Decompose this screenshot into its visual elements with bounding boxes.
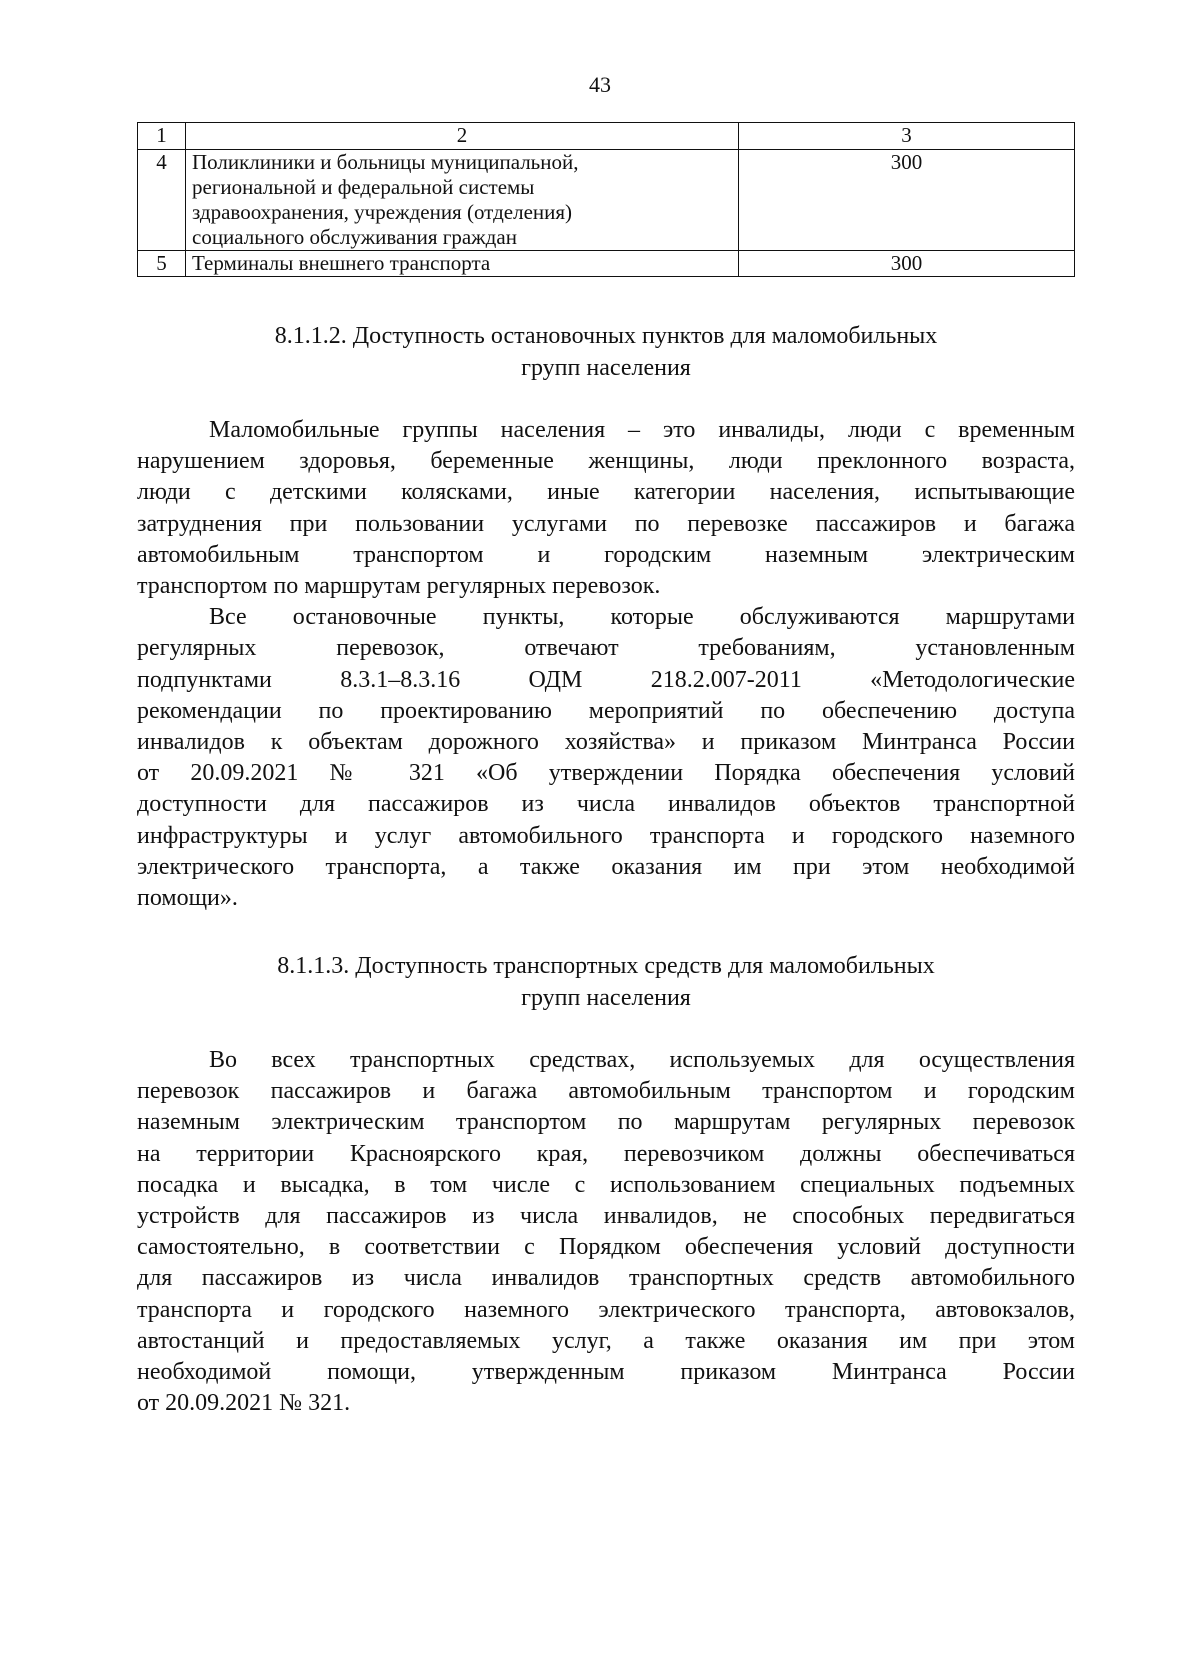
paragraph-line: автомобильным транспортом и городским наземным электрическим [137, 541, 1075, 568]
paragraph-line: перевозок пассажиров и багажа автомобильным транспортом и городским [137, 1078, 1075, 1105]
row-number: 4 [138, 150, 186, 251]
paragraph-line: электрического транспорта, а также оказания им при этом необходимой [137, 853, 1075, 880]
table-header-cell: 2 [186, 123, 739, 150]
paragraph-line: рекомендации по проектированию мероприятий по обеспечению доступа [137, 697, 1075, 724]
paragraph-line: от 20.09.2021 № 321. [137, 1390, 351, 1417]
paragraph-line: Все остановочные пункты, которые обслуживаются маршрутами [209, 604, 1075, 631]
paragraph-line: устройств для пассажиров из числа инвалидов, не способных передвигаться [137, 1203, 1075, 1230]
distance-table [137, 122, 1075, 277]
paragraph-line: инфраструктуры и услуг автомобильного транспорта и городского наземного [137, 822, 1075, 849]
paragraph-line: самостоятельно, в соответствии с Порядком обеспечения условий доступности [137, 1234, 1075, 1261]
row-description-line: социального обслуживания граждан [192, 225, 517, 249]
paragraph-line: наземным электрическим транспортом по маршрутам регулярных перевозок [137, 1109, 1075, 1136]
paragraph-line: для пассажиров из числа инвалидов транспортных средств автомобильного [137, 1265, 1075, 1292]
row-description-line: региональной и федеральной системы [192, 175, 535, 199]
paragraph-line: посадка и высадка, в том числе с использованием специальных подъемных [137, 1171, 1075, 1198]
heading-line: групп населения [521, 985, 691, 1011]
paragraph-line: люди с детскими колясками, иные категории населения, испытывающие [137, 479, 1075, 506]
paragraph-line: Во всех транспортных средствах, используемых для осуществления [209, 1047, 1075, 1073]
section-heading-8-1-1-3 [137, 950, 1075, 1014]
paragraph-line: транспорта и городского наземного электрического транспорта, автовокзалов, [137, 1296, 1075, 1323]
row-description-line: Поликлиники и больницы муниципальной, [192, 150, 579, 174]
paragraph-line: необходимой помощи, утвержденным приказом Минтранса России [137, 1359, 1075, 1386]
paragraph-line: автостанций и предоставляемых услуг, а также оказания им при этом [137, 1327, 1075, 1354]
row-description-line: здравоохранения, учреждения (отделения) [192, 200, 573, 224]
paragraph-line: регулярных перевозок, отвечают требованиям, установленным [137, 635, 1075, 662]
table-row [138, 251, 1075, 277]
table-header-row [138, 123, 1075, 150]
paragraph-line: на территории Красноярского края, перевозчиком должны обеспечиваться [137, 1140, 1075, 1167]
row-description [186, 150, 739, 251]
paragraph-line: подпунктами 8.3.1–8.3.16 ОДМ 218.2.007-2011 «Методологические [137, 666, 1075, 693]
table-row [138, 150, 1075, 251]
paragraph-line: Маломобильные группы населения – это инвалиды, люди с временным [209, 417, 1075, 443]
paragraph-line: помощи». [137, 885, 238, 912]
paragraph-line: нарушением здоровья, беременные женщины, люди преклонного возраста, [137, 448, 1075, 475]
row-description-line: Терминалы внешнего транспорта [192, 251, 491, 275]
paragraph-line: транспортом по маршрутам регулярных перевозок. [137, 573, 661, 600]
table-header-cell: 1 [138, 123, 186, 150]
row-number: 5 [138, 251, 186, 277]
heading-line: 8.1.1.2. Доступность остановочных пунктов для маломобильных [274, 323, 938, 349]
paragraph-line: от 20.09.2021 № 321 «Об утверждении Порядка обеспечения условий [137, 760, 1075, 787]
heading-line: 8.1.1.3. Доступность транспортных средств для маломобильных [277, 953, 935, 979]
paragraph-line: затруднения при пользовании услугами по перевозке пассажиров и багажа [137, 510, 1075, 537]
paragraph [137, 415, 1075, 914]
heading-line: групп населения [521, 355, 691, 381]
page-number: 43 [589, 72, 611, 97]
row-value: 300 [739, 251, 1075, 277]
paragraph-line: доступности для пассажиров из числа инвалидов объектов транспортной [137, 791, 1075, 818]
paragraph-line: инвалидов к объектам дорожного хозяйства» и приказом Минтранса России [137, 729, 1075, 756]
row-description [186, 251, 739, 277]
row-value: 300 [739, 150, 1075, 251]
paragraph [137, 1045, 1075, 1419]
section-heading-8-1-1-2 [137, 320, 1075, 384]
table-header-cell: 3 [739, 123, 1075, 150]
